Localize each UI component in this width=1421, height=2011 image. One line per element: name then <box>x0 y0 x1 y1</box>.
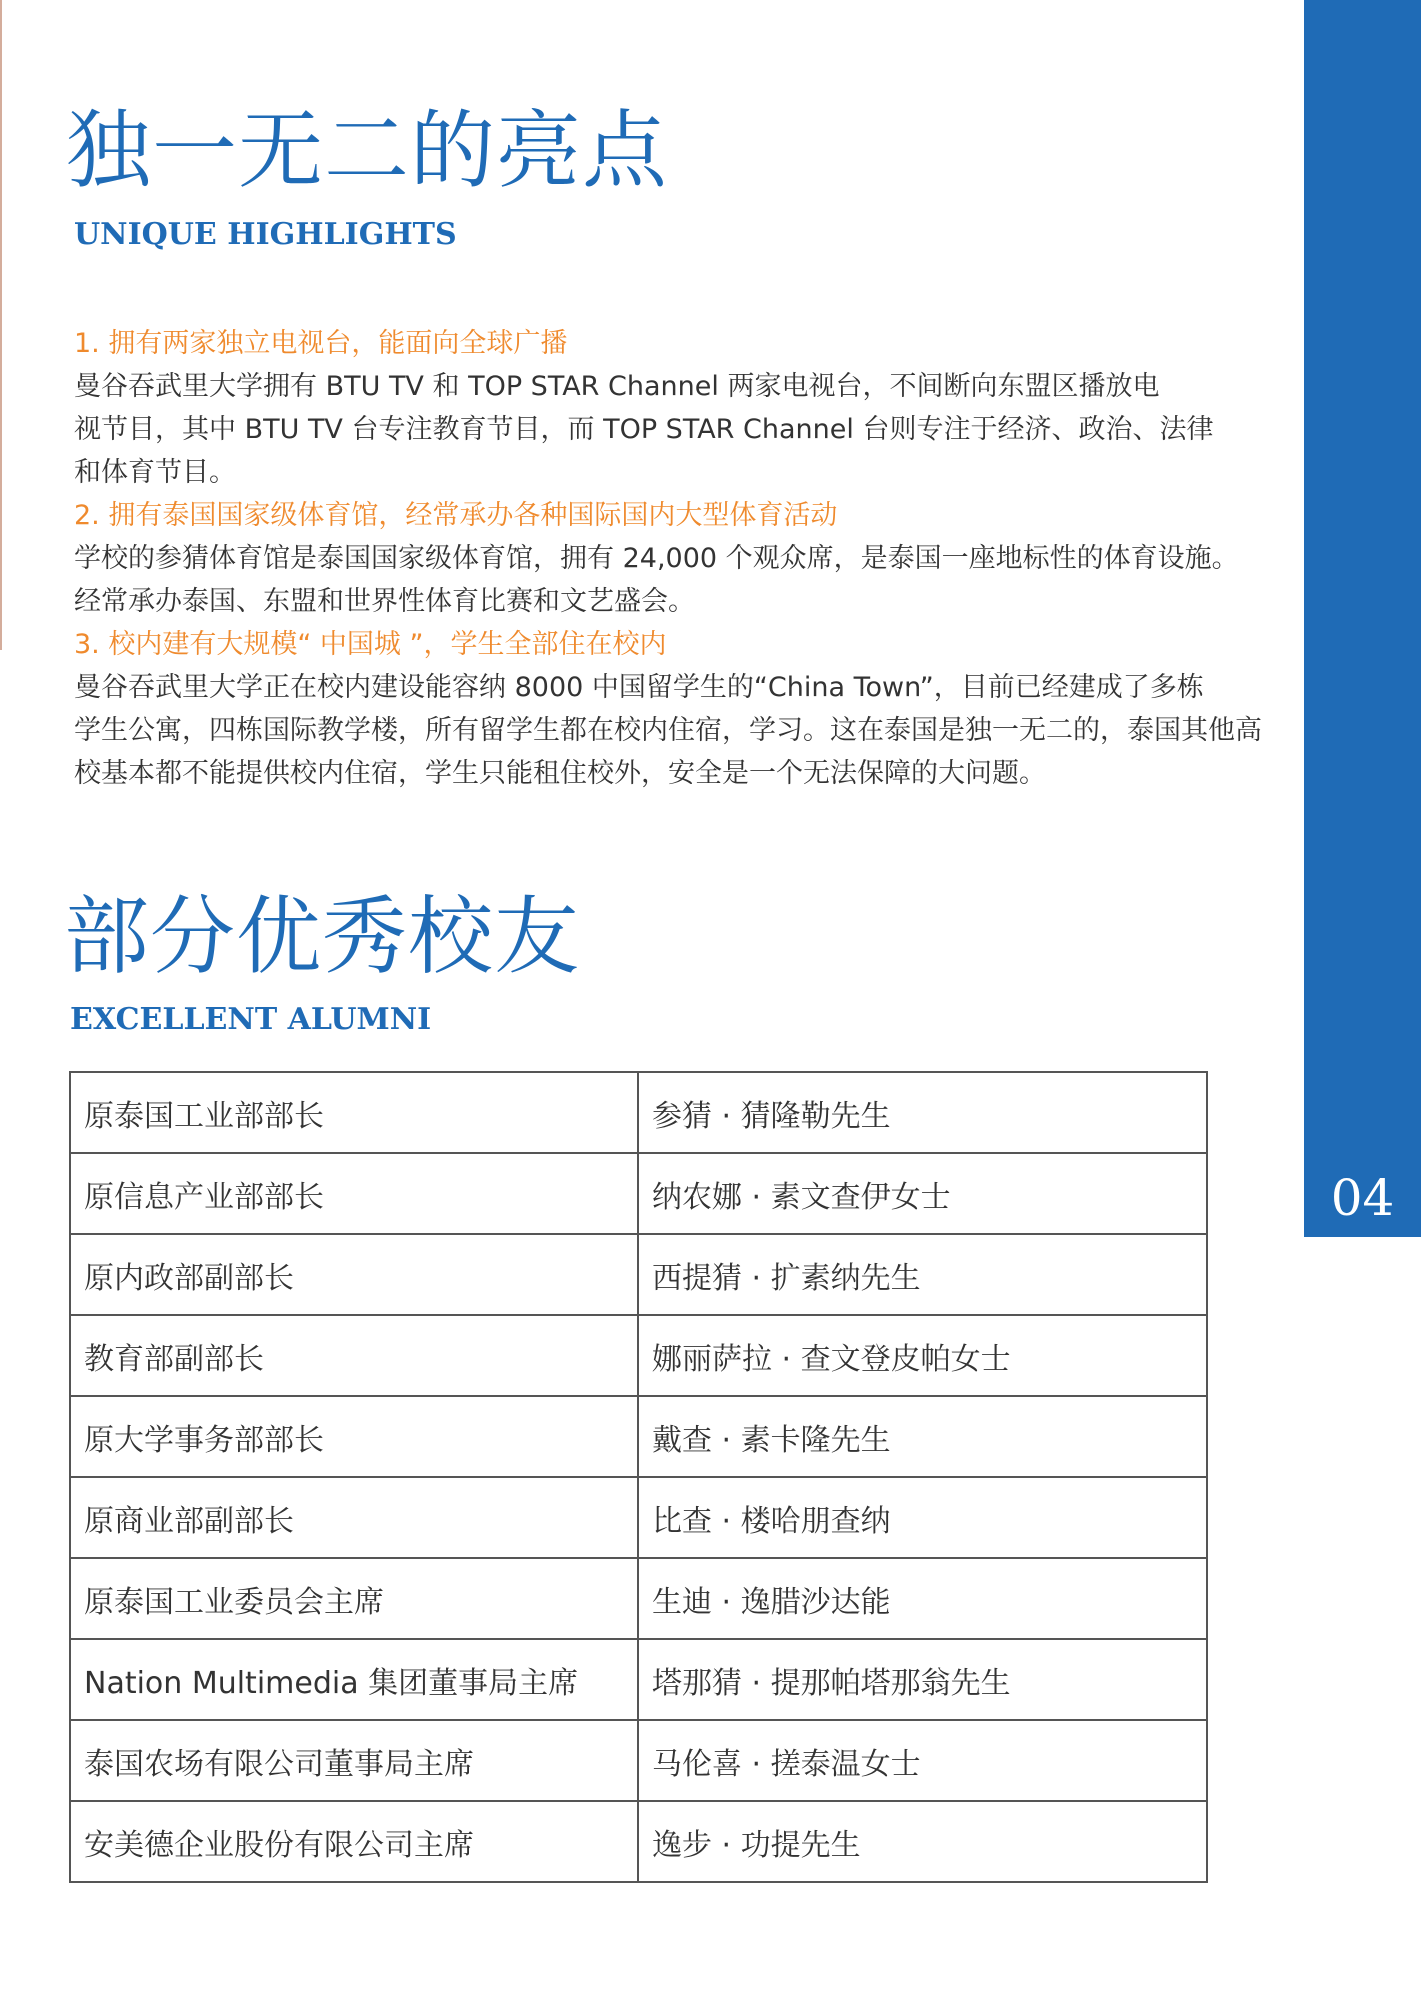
alumni-table <box>69 1071 1208 1883</box>
alumni-row <box>70 1072 1207 1153</box>
alumni-row <box>70 1396 1207 1477</box>
highlight-2-body-line-1: 学校的参猜体育馆是泰国国家级体育馆，拥有 24,000 个观众席，是泰国一座地标性的体育设施。 <box>74 543 1239 574</box>
alumni-role: Nation Multimedia 集团董事局主席 <box>70 1639 638 1720</box>
alumni-name: 纳农娜 · 素文查伊女士 <box>638 1153 1207 1234</box>
alumni-role: 原大学事务部部长 <box>70 1396 638 1477</box>
alumni-row <box>70 1153 1207 1234</box>
alumni-title: 部分优秀校友 <box>64 888 581 987</box>
alumni-role: 原泰国工业部部长 <box>70 1072 638 1153</box>
alumni-row <box>70 1801 1207 1882</box>
alumni-role: 教育部副部长 <box>70 1315 638 1396</box>
alumni-row <box>70 1315 1207 1396</box>
alumni-name: 生迪 · 逸腊沙达能 <box>638 1558 1207 1639</box>
highlights-title: 独一无二的亮点 <box>66 102 669 201</box>
alumni-role: 原信息产业部部长 <box>70 1153 638 1234</box>
highlight-3-body-line-2: 学生公寓，四栋国际教学楼，所有留学生都在校内住宿，学习。这在泰国是独一无二的，泰国其他高 <box>74 715 1262 746</box>
alumni-name: 逸步 · 功提先生 <box>638 1801 1207 1882</box>
alumni-role: 泰国农场有限公司董事局主席 <box>70 1720 638 1801</box>
highlight-2-body-line-2: 经常承办泰国、东盟和世界性体育比赛和文艺盛会。 <box>74 586 695 617</box>
alumni-name: 参猜 · 猜隆勒先生 <box>638 1072 1207 1153</box>
alumni-role: 原内政部副部长 <box>70 1234 638 1315</box>
alumni-row <box>70 1234 1207 1315</box>
alumni-role: 安美德企业股份有限公司主席 <box>70 1801 638 1882</box>
alumni-row <box>70 1558 1207 1639</box>
alumni-subtitle: EXCELLENT ALUMNI <box>70 1002 432 1037</box>
alumni-row <box>70 1477 1207 1558</box>
highlight-3-title: 3. 校内建有大规模“ 中国城 ”，学生全部住在校内 <box>74 629 667 660</box>
highlight-1-body-line-1: 曼谷吞武里大学拥有 BTU TV 和 TOP STAR Channel 两家电视台，不间断向东盟区播放电 <box>74 371 1160 402</box>
alumni-row <box>70 1639 1207 1720</box>
page-edge-line <box>0 0 2 650</box>
alumni-name: 马伦喜 · 搓泰温女士 <box>638 1720 1207 1801</box>
alumni-role: 原商业部副部长 <box>70 1477 638 1558</box>
highlight-3-body-line-3: 校基本都不能提供校内住宿，学生只能租住校外，安全是一个无法保障的大问题。 <box>74 758 1046 789</box>
side-color-bar <box>1304 0 1421 1237</box>
alumni-name: 塔那猜 · 提那帕塔那翁先生 <box>638 1639 1207 1720</box>
highlight-2-title: 2. 拥有泰国国家级体育馆，经常承办各种国际国内大型体育活动 <box>74 500 838 531</box>
alumni-name: 比查 · 楼哈朋查纳 <box>638 1477 1207 1558</box>
alumni-role: 原泰国工业委员会主席 <box>70 1558 638 1639</box>
highlight-3-body-line-1: 曼谷吞武里大学正在校内建设能容纳 8000 中国留学生的“China Town”，目前已经建成了多栋 <box>74 672 1204 703</box>
highlight-1-body-line-3: 和体育节目。 <box>74 457 236 488</box>
highlight-1-body-line-2: 视节目，其中 BTU TV 台专注教育节目，而 TOP STAR Channel 台则专注于经济、政治、法律 <box>74 414 1214 445</box>
page-number: 04 <box>1330 1169 1395 1227</box>
alumni-name: 戴查 · 素卡隆先生 <box>638 1396 1207 1477</box>
alumni-name: 娜丽萨拉 · 查文登皮帕女士 <box>638 1315 1207 1396</box>
alumni-name: 西提猜 · 扩素纳先生 <box>638 1234 1207 1315</box>
alumni-row <box>70 1720 1207 1801</box>
highlight-1-title: 1. 拥有两家独立电视台，能面向全球广播 <box>74 328 568 359</box>
highlights-subtitle: UNIQUE HIGHLIGHTS <box>74 217 457 252</box>
